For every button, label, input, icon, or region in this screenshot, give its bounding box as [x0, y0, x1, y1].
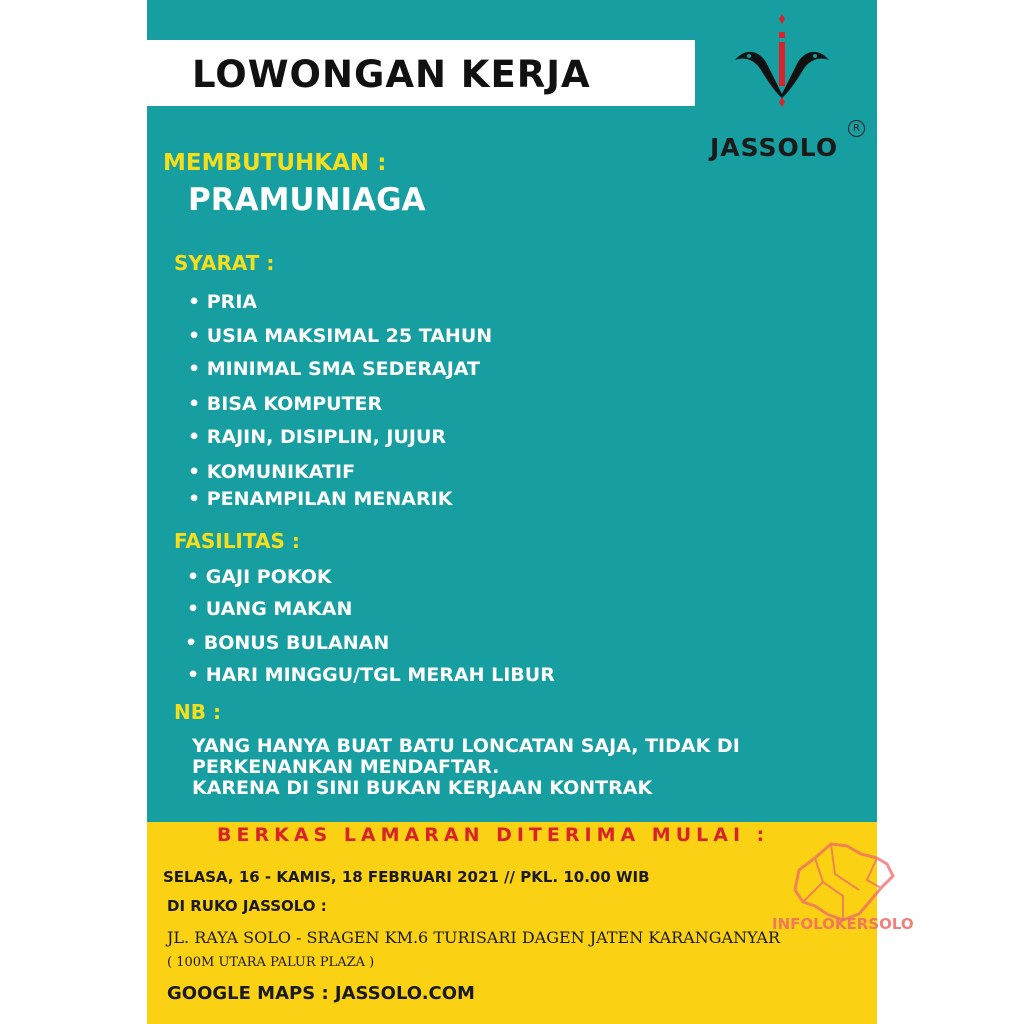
requirements-label: SYARAT : [174, 251, 275, 275]
requirement-item: • RAJIN, DISIPLIN, JUJUR [188, 426, 447, 448]
page-title: LOWONGAN KERJA [192, 53, 591, 96]
requirement-item: • BISA KOMPUTER [188, 393, 383, 415]
application-heading: BERKAS LAMARAN DITERIMA MULAI : [217, 824, 770, 846]
note-line: YANG HANYA BUAT BATU LONCATAN SAJA, TIDAK DI [192, 735, 740, 757]
landmark: ( 100M UTARA PALUR PLAZA ) [167, 955, 375, 970]
note-line: PERKENANKAN MENDAFTAR. [192, 756, 500, 778]
watermark-text: INFOLOKERSOLO [772, 915, 914, 933]
note-line: KARENA DI SINI BUKAN KERJAAN KONTRAK [192, 777, 653, 799]
position-label: MEMBUTUHKAN : [163, 150, 387, 176]
address: JL. RAYA SOLO - SRAGEN KM.6 TURISARI DAGEN JATEN KARANGANYAR [167, 928, 780, 947]
job-poster [147, 0, 877, 1024]
facility-item: • GAJI POKOK [187, 566, 332, 588]
registered-mark: R [848, 120, 865, 137]
facilities-label: FASILITAS : [174, 529, 300, 553]
position-title: PRAMUNIAGA [188, 182, 426, 218]
application-schedule: SELASA, 16 - KAMIS, 18 FEBRUARI 2021 // PKL. 10.00 WIB [163, 868, 650, 886]
facility-item: • BONUS BULANAN [185, 632, 390, 654]
requirement-item: • MINIMAL SMA SEDERAJAT [188, 358, 480, 380]
brand-name: JASSOLO [710, 133, 839, 162]
facility-item: • HARI MINGGU/TGL MERAH LIBUR [187, 664, 555, 686]
requirement-item: • PRIA [188, 291, 258, 313]
note-label: NB : [174, 700, 221, 724]
google-maps-text: GOOGLE MAPS : JASSOLO.COM [167, 983, 475, 1004]
location-label: DI RUKO JASSOLO : [167, 897, 327, 915]
facility-item: • UANG MAKAN [187, 598, 353, 620]
jassolo-logo-icon [727, 12, 837, 112]
requirement-item: • KOMUNIKATIF [188, 461, 356, 483]
requirement-item: • PENAMPILAN MENARIK [188, 488, 453, 510]
requirement-item: • USIA MAKSIMAL 25 TAHUN [188, 325, 493, 347]
